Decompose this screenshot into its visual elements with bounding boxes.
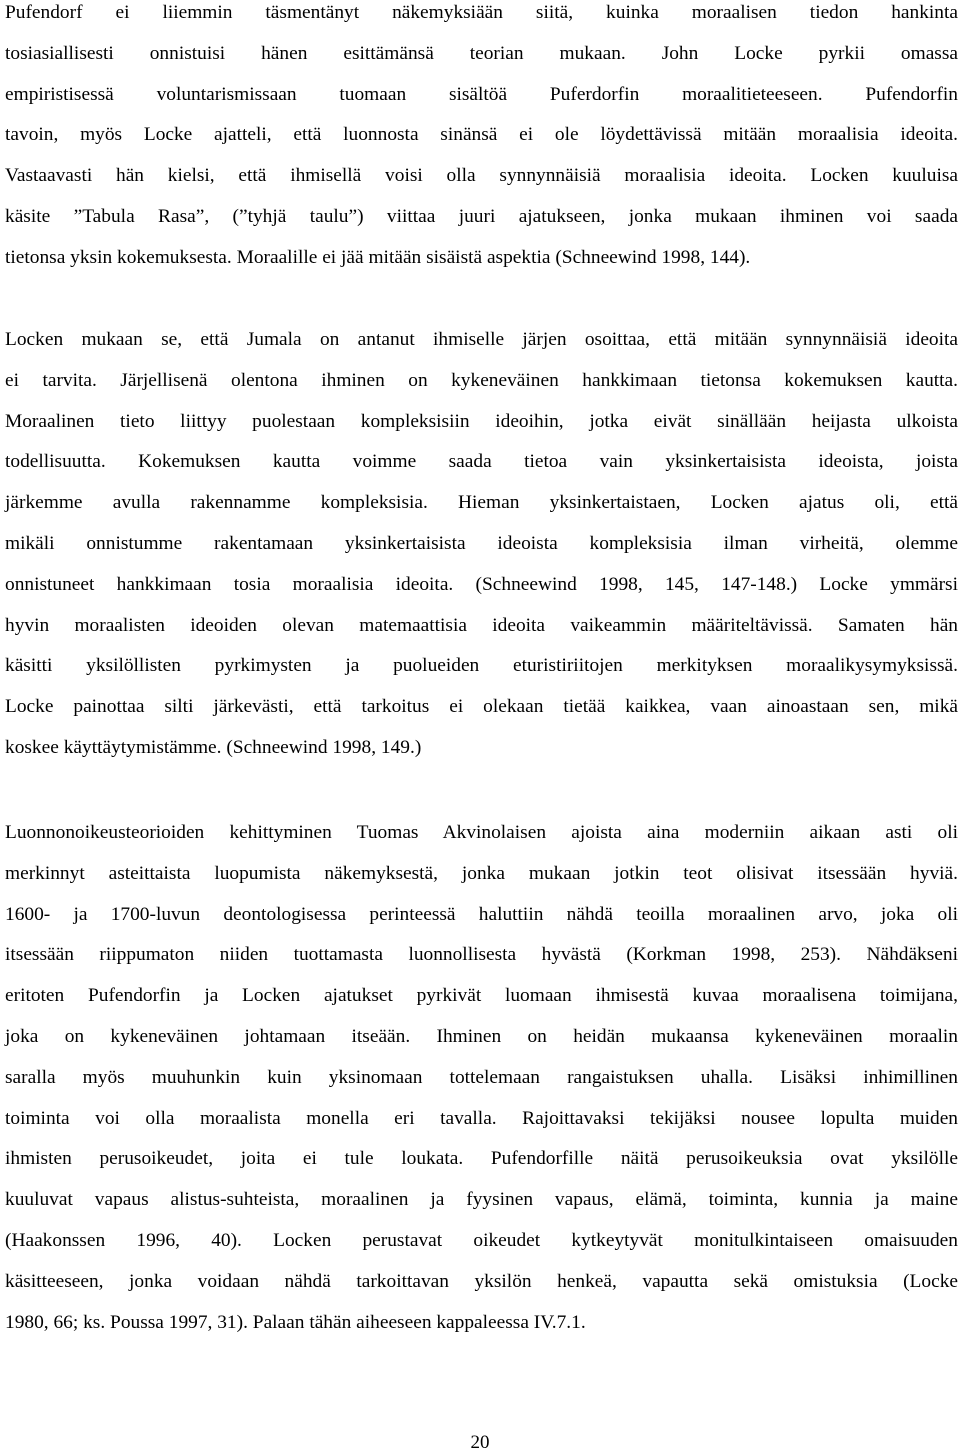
paragraph-line: tosiasiallisesti onnistuisi hänen esittämänsä teorian mukaan. John Locke pyrkii omassa	[5, 42, 958, 64]
paragraph-line: Luonnonoikeusteorioiden kehittyminen Tuomas Akvinolaisen ajoista aina moderniin aikaan asti oli	[5, 822, 958, 843]
paragraph-2	[5, 320, 958, 769]
paragraph-line: hyvin moraalisten ideoiden olevan matemaattisia ideoita vaikeammin määriteltävissä. Samaten hän	[5, 614, 958, 636]
paragraph-line: tietonsa yksin kokemuksesta. Moraalille ei jää mitään sisäistä aspektia (Schneewind 1998, 144).	[5, 246, 751, 268]
paragraph-line: koskee käyttäytymistämme. (Schneewind 1998, 149.)	[5, 736, 422, 758]
paragraph-line: käsitti yksilöllisten pyrkimysten ja puolueiden eturistiriitojen merkityksen moraalikysymyksissä.	[5, 655, 958, 677]
paragraph-line: itsessään riippumaton niiden tuottamasta luonnollisesta hyvästä (Korkman 1998, 253). Nähdäkseni	[5, 944, 958, 966]
paragraph-line: kuuluvat vapaus alistus-suhteista, moraalinen ja fyysinen vapaus, elämä, toiminta, kunnia ja maine	[5, 1189, 958, 1211]
page-number: 20	[470, 1432, 490, 1453]
paragraph-line: onnistuneet hankkimaan tosia moraalisia ideoita. (Schneewind 1998, 145, 147-148.) Locke ymmärsi	[5, 573, 958, 595]
paragraph-line: todellisuutta. Kokemuksen kautta voimme saada tietoa vain yksinkertaisista ideoista, joista	[5, 451, 958, 473]
paragraph-line: Moraalinen tieto liittyy puolestaan kompleksisiin ideoihin, jotka eivät sinällään heijasta ulkoista	[5, 410, 958, 432]
paragraph-line: käsite ”Tabula Rasa”, (”tyhjä taulu”) viittaa juuri ajatukseen, jonka mukaan ihminen voi saada	[5, 205, 958, 227]
paragraph-line: saralla myös muuhunkin kuin yksinomaan tottelemaan rangaistuksen uhalla. Lisäksi inhimillinen	[5, 1066, 958, 1088]
paragraph-line: eritoten Pufendorfin ja Locken ajatukset pyrkivät luomaan ihmisestä kuvaa moraalisena toimijana,	[5, 985, 958, 1007]
paragraph-line: toiminta voi olla moraalista monella eri tavalla. Rajoittavaksi tekijäksi nousee lopulta muiden	[5, 1107, 958, 1129]
paragraph-line: merkinnyt asteittaista luopumista näkemyksestä, jonka mukaan jotkin teot olisivat itsessään hyviä.	[5, 862, 958, 884]
paragraph-line: Locke painottaa silti järkevästi, että tarkoitus ei olekaan tietää kaikkea, vaan ainoastaan sen, mikä	[5, 696, 958, 718]
paragraph-3	[5, 813, 958, 1343]
paragraph-line: 1980, 66; ks. Poussa 1997, 31). Palaan tähän aiheeseen kappaleessa IV.7.1.	[5, 1311, 586, 1333]
paragraph-1	[5, 0, 958, 279]
paragraph-line: tavoin, myös Locke ajatteli, että luonnosta sinänsä ei ole löydettävissä mitään moraalisia ideoita.	[5, 124, 958, 146]
paragraph-line: Vastaavasti hän kielsi, että ihmisellä voisi olla synnynnäisiä moraalisia ideoita. Locken kuuluisa	[5, 165, 958, 187]
paragraph-line: ei tarvita. Järjellisenä olentona ihminen on kykeneväinen hankkimaan tietonsa kokemuksen kautta.	[5, 369, 958, 391]
paragraph-line: joka on kykeneväinen johtamaan itseään. Ihminen on heidän mukaansa kykeneväinen moraalin	[5, 1025, 958, 1047]
paragraph-line: Pufendorf ei liiemmin täsmentänyt näkemyksiään siitä, kuinka moraalisen tiedon hankinta	[5, 2, 958, 23]
paragraph-line: empiristisessä voluntarismissaan tuomaan sisältöä Puferdorfin moraalitieteeseen. Pufendorfin	[5, 83, 958, 105]
paragraph-line: järkemme avulla rakennamme kompleksisia. Hieman yksinkertaistaen, Locken ajatus oli, että	[5, 492, 958, 514]
paragraph-line: mikäli onnistumme rakentamaan yksinkertaisista ideoista kompleksisia ilman virheitä, olemme	[5, 532, 958, 554]
paragraph-line: käsitteeseen, jonka voidaan nähdä tarkoittavan yksilön henkeä, vapautta sekä omistuksia (Locke	[5, 1270, 958, 1292]
paragraph-line: (Haakonssen 1996, 40). Locken perustavat oikeudet kytkeytyvät monitulkintaiseen omaisuuden	[5, 1229, 958, 1251]
paragraph-line: 1600- ja 1700-luvun deontologisessa perinteessä haluttiin nähdä teoilla moraalinen arvo, joka oli	[5, 903, 958, 925]
paragraph-line: Locken mukaan se, että Jumala on antanut ihmiselle järjen osoittaa, että mitään synnynnäisiä ideoita	[5, 329, 958, 350]
paragraph-line: ihmisten perusoikeudet, joita ei tule loukata. Pufendorfille näitä perusoikeuksia ovat yksilölle	[5, 1148, 958, 1170]
